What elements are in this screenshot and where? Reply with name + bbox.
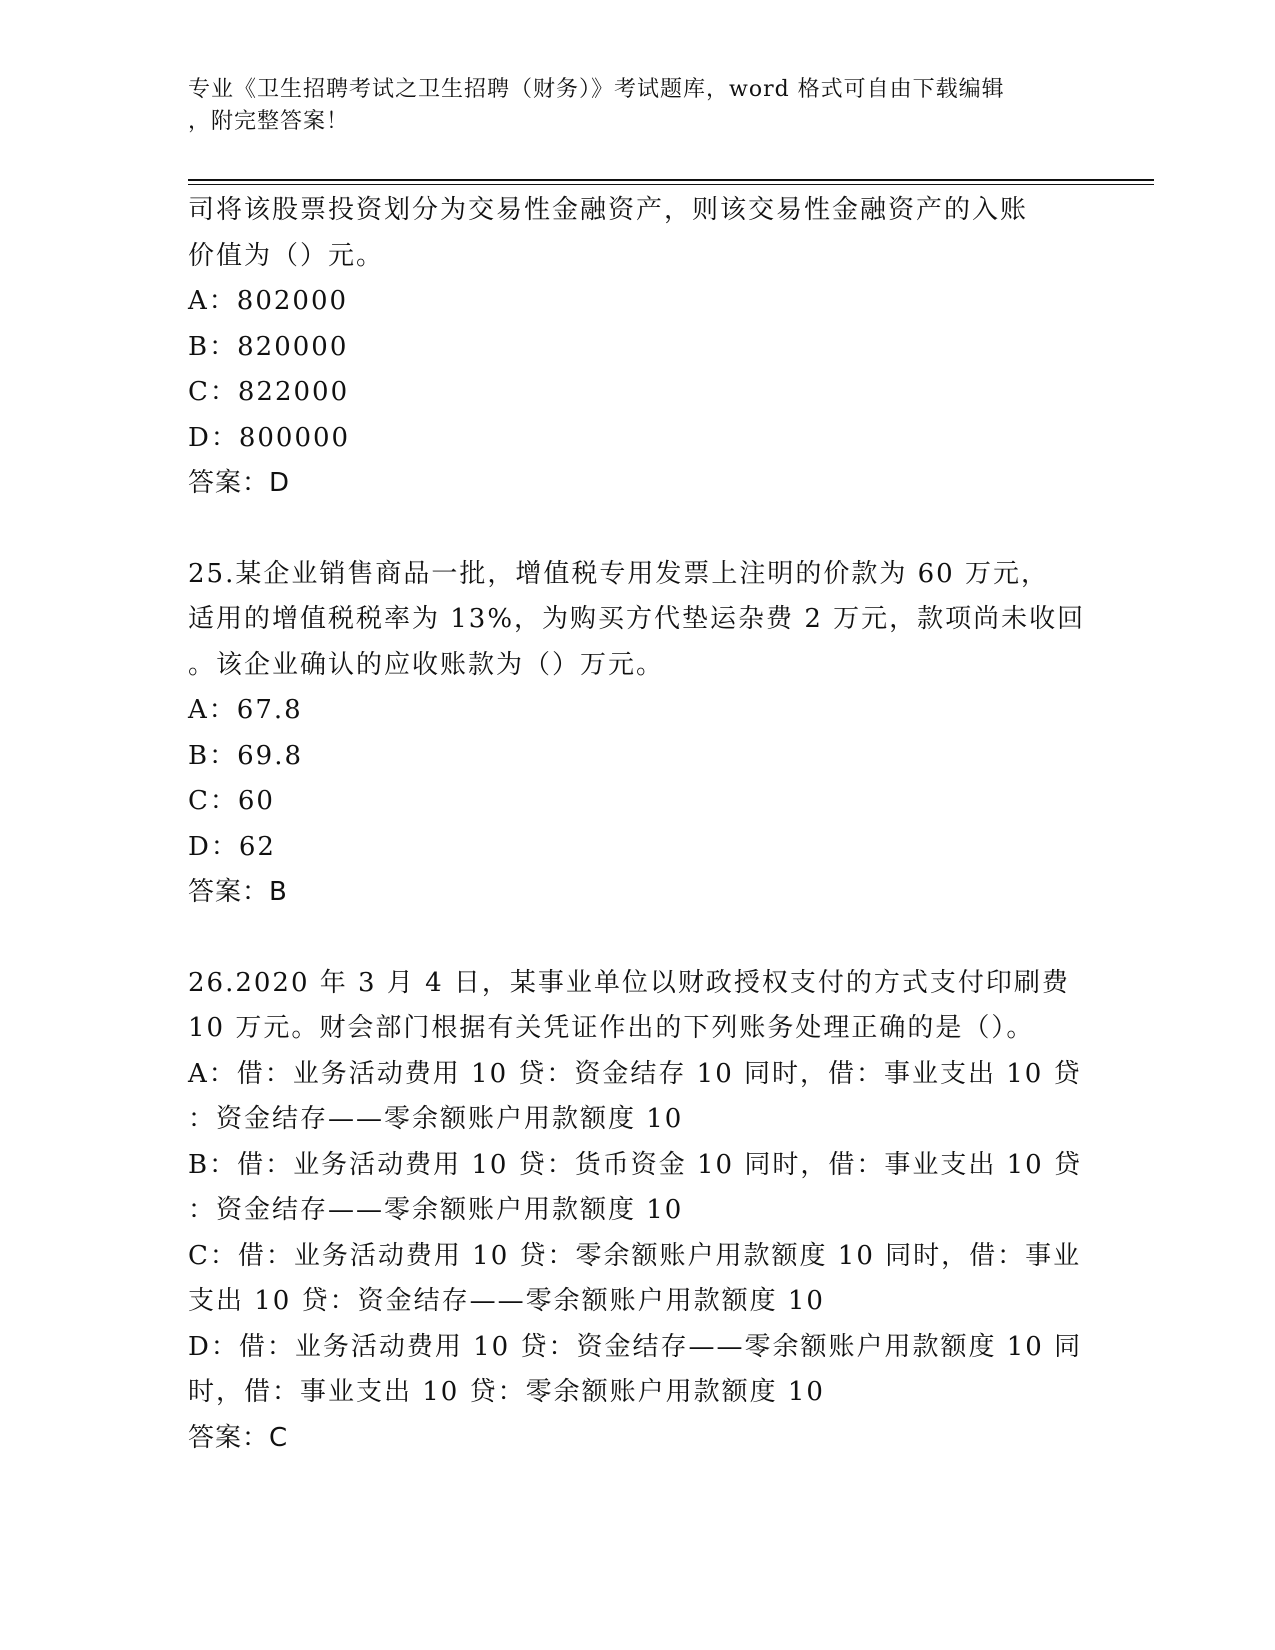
question-stem-line: 10 万元。财会部门根据有关凭证作出的下列账务处理正确的是（）。 [188,1013,1035,1043]
question-25 [188,552,1088,916]
spacer [188,916,1088,961]
header-line-2: ，附完整答案！ [188,109,350,134]
option-b: B：借：业务活动费用 10 贷：货币资金 10 同时，借：事业支出 10 贷 [188,1149,1082,1180]
question-content [188,188,1088,1461]
option-c: C：60 [188,786,275,816]
option-a: A：802000 [188,286,349,316]
option-d: D：借：业务活动费用 10 贷：资金结存——零余额账户用款额度 10 同 [188,1331,1083,1362]
option-d-continued: 时，借：事业支出 10 贷：零余额账户用款额度 10 [188,1377,825,1407]
header-rule-thick [188,179,1154,181]
option-a-continued: ：资金结存——零余额账户用款额度 10 [188,1104,684,1134]
option-d: D：800000 [188,422,351,453]
question-24 [188,188,1088,507]
spacer [188,507,1088,552]
option-a: A：借：业务活动费用 10 贷：资金结存 10 同时，借：事业支出 10 贷 [188,1058,1082,1089]
option-b: B：69.8 [188,740,303,771]
option-b: B：820000 [188,331,349,362]
question-26 [188,961,1088,1462]
answer: 答案：C [188,1422,289,1453]
option-c: C：822000 [188,377,350,407]
question-stem-line: 价值为（）元。 [188,240,385,271]
option-a: A：67.8 [188,695,303,725]
question-stem-line: 26.2020 年 3 月 4 日，某事业单位以财政授权支付的方式支付印刷费 [188,967,1070,998]
option-b-continued: ：资金结存——零余额账户用款额度 10 [188,1195,684,1225]
question-stem-line: 适用的增值税税率为 13%，为购买方代垫运杂费 2 万元，款项尚未收回 [188,604,1086,634]
header-rule-thin [188,184,1154,185]
answer: 答案：B [188,877,288,907]
option-c-continued: 支出 10 贷：资金结存——零余额账户用款额度 10 [188,1286,825,1316]
option-d: D：62 [188,831,276,862]
header-line-1: 专业《卫生招聘考试之卫生招聘（财务）》考试题库，word 格式可自由下载编辑 [188,77,1005,102]
option-c: C：借：业务活动费用 10 贷：零余额账户用款额度 10 同时，借：事业 [188,1240,1082,1271]
question-stem-line: 。该企业确认的应收账款为（）万元。 [188,649,665,680]
answer: 答案：D [188,468,291,498]
question-stem-line: 25.某企业销售商品一批，增值税专用发票上注明的价款为 60 万元， [188,558,1049,589]
document-header [188,74,1088,138]
question-stem-line: 司将该股票投资划分为交易性金融资产，则该交易性金融资产的入账 [188,195,1029,225]
